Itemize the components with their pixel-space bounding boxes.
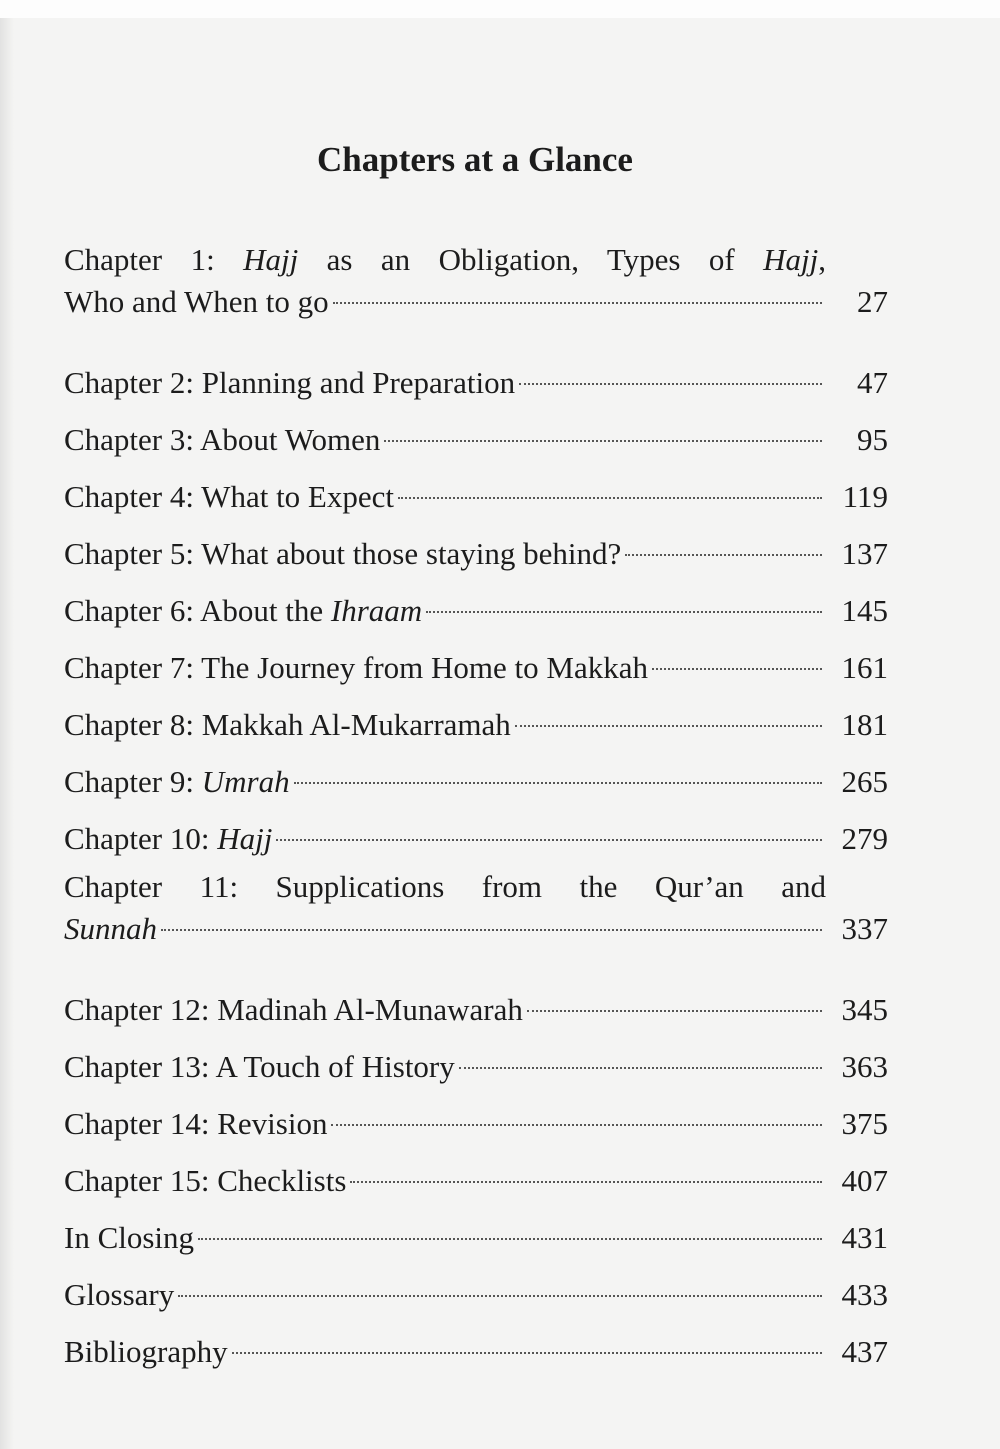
- toc-entry: [64, 354, 888, 411]
- text: Chapter 1:: [64, 242, 244, 277]
- text: as an Obligation, Types of: [298, 242, 764, 277]
- entry-title: Chapter 7: The Journey from Home to Makkah: [64, 650, 648, 685]
- italic-text: Hajj: [243, 242, 299, 277]
- dot-leader: [527, 1010, 822, 1012]
- dot-leader: [625, 554, 822, 556]
- text: ,: [818, 242, 826, 277]
- dot-leader: [294, 782, 822, 784]
- entry-title: Chapter 3: About Women: [64, 422, 381, 457]
- toc-entry: [64, 753, 888, 810]
- dot-leader: [515, 725, 822, 727]
- dot-leader: [350, 1181, 822, 1183]
- page-number: 345: [841, 992, 888, 1027]
- dot-leader: [459, 1067, 822, 1069]
- entry-title: In Closing: [64, 1220, 195, 1255]
- entry-title: Chapter 2: Planning and Preparation: [64, 365, 516, 400]
- page-top-edge: [0, 0, 1000, 18]
- toc-entry: [64, 1152, 888, 1209]
- italic-text: Sunnah: [64, 911, 157, 946]
- entry-title: [64, 810, 272, 867]
- page-number: 47: [857, 365, 888, 400]
- italic-text: Umrah: [201, 764, 290, 799]
- text: Chapter 10:: [64, 821, 218, 856]
- entry-title-line-1: [64, 240, 826, 280]
- entry-title: Chapter 5: What about those staying behind?: [64, 536, 622, 571]
- page-number: 137: [841, 536, 888, 571]
- dot-leader: [398, 497, 822, 499]
- page-number: 363: [841, 1049, 888, 1084]
- entry-title: Chapter 15: Checklists: [64, 1163, 347, 1198]
- page-number: 407: [841, 1163, 888, 1198]
- toc-entry: [64, 411, 888, 468]
- entry-title-line-2: Who and When to go: [64, 284, 329, 319]
- dot-leader: [276, 839, 822, 841]
- page-number: 375: [841, 1106, 888, 1141]
- toc-entry: [64, 696, 888, 753]
- dot-leader: [333, 302, 822, 304]
- page-number: 119: [842, 479, 888, 514]
- toc-entry: [64, 981, 888, 1038]
- dot-leader: [331, 1124, 822, 1126]
- text: Chapter 6: About the: [64, 593, 331, 628]
- entry-title: Chapter 14: Revision: [64, 1106, 328, 1141]
- dot-leader: [198, 1238, 822, 1240]
- page-number: 181: [841, 707, 888, 742]
- entry-title: Chapter 12: Madinah Al-Munawarah: [64, 992, 523, 1027]
- dot-leader: [652, 668, 822, 670]
- entry-title: Chapter 8: Makkah Al-Mukarramah: [64, 707, 511, 742]
- toc-entry: [64, 867, 888, 981]
- entry-title: Glossary: [64, 1277, 175, 1312]
- page-number: 431: [841, 1220, 888, 1255]
- entry-title: Chapter 13: A Touch of History: [64, 1049, 455, 1084]
- dot-leader: [519, 383, 822, 385]
- page-number: 437: [841, 1334, 888, 1369]
- toc-entry: [64, 639, 888, 696]
- italic-text: Ihraam: [330, 593, 423, 628]
- dot-leader: [161, 929, 822, 931]
- entry-title: [64, 582, 422, 639]
- toc-entry: [64, 1266, 888, 1323]
- page-number: 279: [841, 821, 888, 856]
- toc-entry: [64, 1209, 888, 1266]
- page-binding-shadow: [0, 18, 14, 1449]
- toc-entry: [64, 1095, 888, 1152]
- toc-entry: [64, 525, 888, 582]
- italic-text: Hajj: [763, 242, 819, 277]
- page-number: 95: [857, 422, 888, 457]
- entry-title: Chapter 4: What to Expect: [64, 479, 394, 514]
- dot-leader: [232, 1352, 822, 1354]
- entry-title: [64, 753, 290, 810]
- page-number: 337: [841, 911, 888, 946]
- toc-entry: [64, 1323, 888, 1380]
- toc-entry: [64, 468, 888, 525]
- page-number: 161: [841, 650, 888, 685]
- page-number: 27: [857, 284, 888, 319]
- dot-leader: [178, 1295, 822, 1297]
- page-number: 145: [841, 593, 888, 628]
- page-number: 265: [841, 764, 888, 799]
- entry-title-line-1: Chapter 11: Supplications from the Qur’an and: [64, 869, 826, 904]
- toc-entry-chapter-1: [64, 240, 888, 354]
- toc-entry: [64, 1038, 888, 1095]
- dot-leader: [426, 611, 822, 613]
- text: Chapter 9:: [64, 764, 202, 799]
- entry-title: Bibliography: [64, 1334, 228, 1369]
- italic-text: Hajj: [217, 821, 273, 856]
- page-title: Chapters at a Glance: [317, 140, 633, 179]
- page-number: 433: [841, 1277, 888, 1312]
- toc-entry: [64, 810, 888, 867]
- dot-leader: [384, 440, 822, 442]
- table-of-contents: [64, 240, 888, 1380]
- toc-entry: [64, 582, 888, 639]
